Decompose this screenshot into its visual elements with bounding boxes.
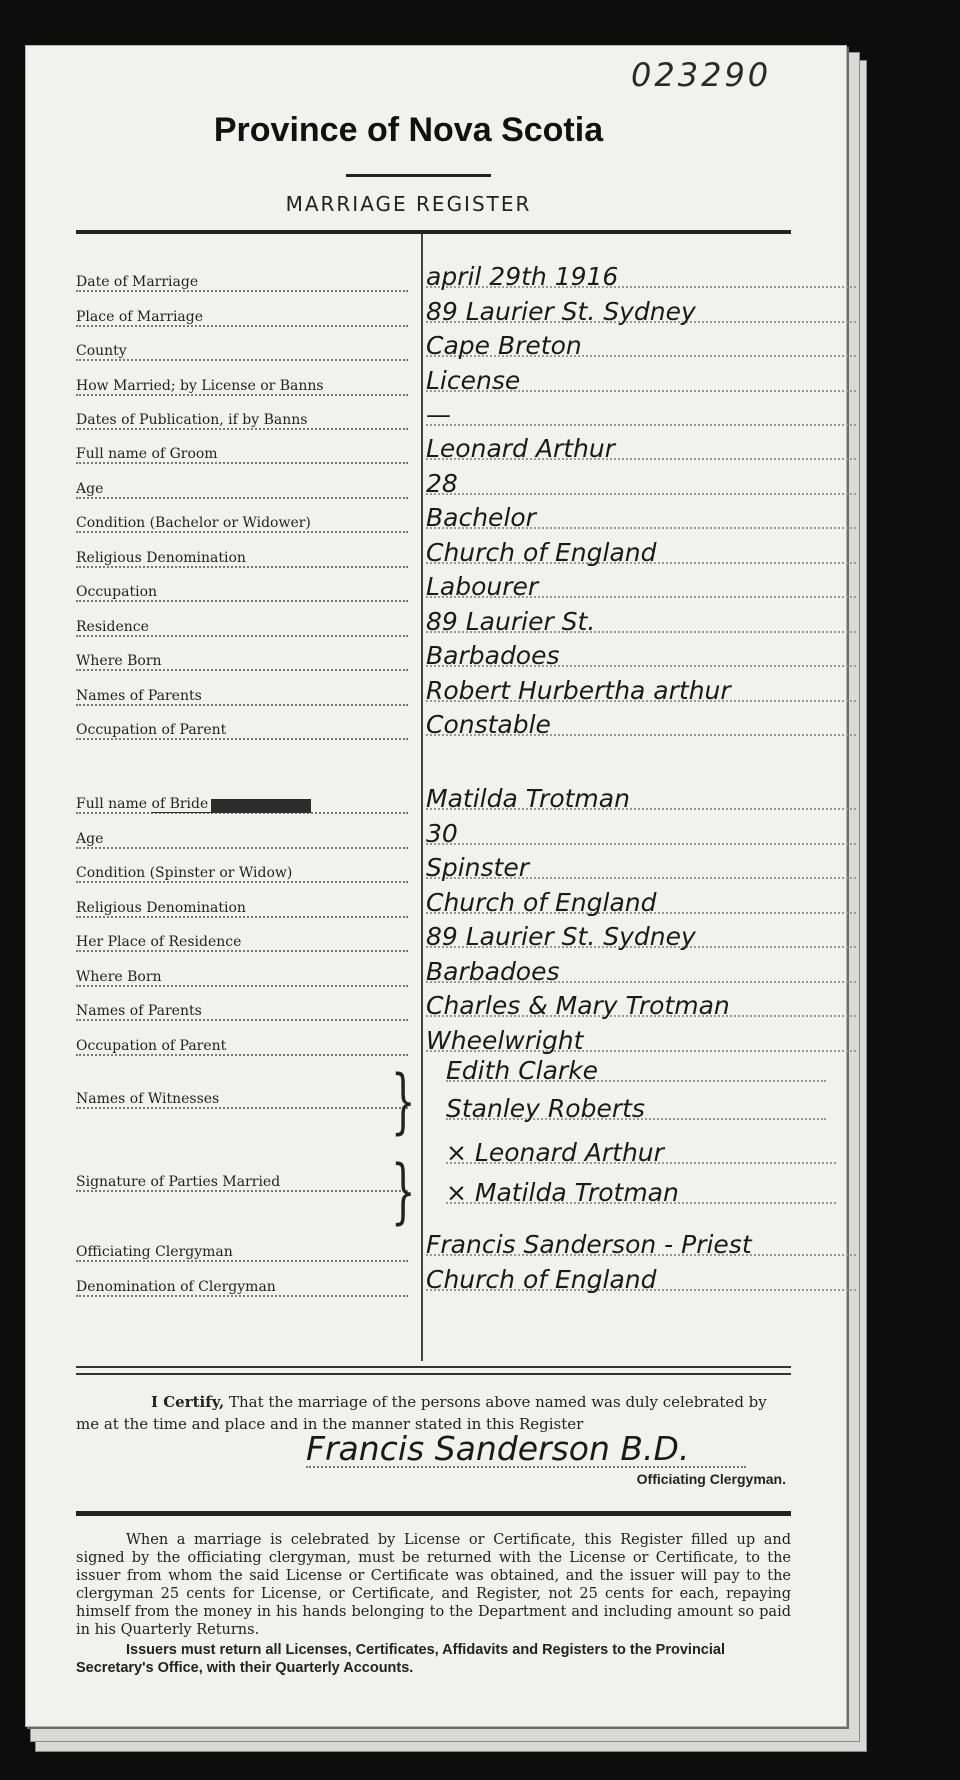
leader-dots: [76, 1190, 408, 1192]
signature-brace: }: [391, 1150, 416, 1232]
signature-label: Officiating Clergyman.: [636, 1471, 786, 1487]
marriage-4-value-field: [426, 400, 856, 430]
groom-7-value: Robert Hurbertha arthur: [426, 675, 731, 705]
groom-5-value-field: [426, 607, 856, 637]
groom-8-value: Constable: [426, 710, 551, 739]
marriage-3-value-field: [426, 366, 856, 396]
leader-dots: [76, 950, 408, 952]
clergy-signature: Francis Sanderson B.D.: [306, 1429, 690, 1468]
marriage-0-label: Date of Marriage: [76, 274, 201, 290]
groom-3-value-field: [426, 538, 856, 568]
clergy-0-value-field: [426, 1230, 856, 1260]
groom-2-label: Condition (Bachelor or Widower): [76, 515, 314, 531]
bride-2-label-row: [76, 865, 416, 889]
bride-3-label: Religious Denomination: [76, 900, 249, 916]
leader-dots: [76, 531, 408, 533]
witness-name: Stanley Roberts: [446, 1094, 645, 1123]
serial-number: 023290: [631, 56, 772, 94]
marriage-4-value: —: [426, 400, 451, 429]
bride-2-value-field: [426, 853, 856, 883]
bride-0-label: Full name of Bride: [76, 796, 211, 812]
witness-value-field: [446, 1056, 826, 1086]
party-signature-field: [446, 1138, 836, 1168]
column-divider: [421, 234, 423, 1361]
groom-1-label-row: [76, 481, 416, 505]
bride-4-label: Her Place of Residence: [76, 934, 244, 950]
leader-dots: [76, 600, 408, 602]
bride-3-label-row: [76, 900, 416, 924]
party-signature: × Leonard Arthur: [446, 1138, 664, 1167]
groom-3-value: Church of England: [426, 537, 657, 567]
bride-2-value: Spinster: [426, 853, 530, 882]
marriage-1-value: 89 Laurier St. Sydney: [426, 296, 696, 326]
bride-7-value: Wheelwright: [426, 1025, 584, 1055]
marriage-2-value: Cape Breton: [426, 331, 582, 360]
leader-dots: [76, 1260, 408, 1262]
witnesses-label: Names of Witnesses: [76, 1091, 222, 1107]
certify-lead: I Certify,: [151, 1393, 225, 1411]
entry-line: [426, 843, 856, 845]
leader-dots: [76, 462, 408, 464]
groom-4-value-field: [426, 572, 856, 602]
leader-dots: [76, 669, 408, 671]
groom-0-label-row: [76, 446, 416, 470]
marriage-3-value: License: [426, 365, 521, 395]
groom-4-label: Occupation: [76, 584, 160, 600]
clergy-0-label: Officiating Clergyman: [76, 1244, 236, 1260]
groom-1-value: 28: [426, 468, 458, 498]
groom-6-label: Where Born: [76, 653, 165, 669]
bride-5-value: Barbadoes: [426, 956, 560, 986]
bride-6-label: Names of Parents: [76, 1003, 205, 1019]
signatures-label-row: [76, 1174, 416, 1198]
witness-value-field: [446, 1094, 826, 1124]
marriage-1-label-row: [76, 309, 416, 333]
bride-4-value-field: [426, 922, 856, 952]
bride-2-label: Condition (Spinster or Widow): [76, 865, 295, 881]
bride-1-value: 30: [426, 818, 458, 848]
groom-2-label-row: [76, 515, 416, 539]
clergy-0-label-row: [76, 1244, 416, 1268]
groom-5-value: 89 Laurier St.: [426, 606, 596, 636]
groom-7-value-field: [426, 676, 856, 706]
clergy-1-value: Church of England: [426, 1264, 657, 1294]
groom-4-label-row: [76, 584, 416, 608]
signatures-label: Signature of Parties Married: [76, 1174, 283, 1190]
leader-dots: [76, 1107, 408, 1109]
groom-8-label-row: [76, 722, 416, 746]
bride-1-label-row: [76, 831, 416, 855]
marriage-2-label: County: [76, 343, 130, 359]
groom-4-value: Labourer: [426, 572, 539, 601]
groom-7-label-row: [76, 688, 416, 712]
bride-5-value-field: [426, 957, 856, 987]
bride-7-value-field: [426, 1026, 856, 1056]
header-rule: [76, 230, 791, 234]
groom-3-label: Religious Denomination: [76, 550, 249, 566]
leader-dots: [76, 881, 408, 883]
clergy-0-value: Francis Sanderson - Priest: [426, 1230, 752, 1259]
groom-3-label-row: [76, 550, 416, 574]
marriage-1-value-field: [426, 297, 856, 327]
bride-6-value: Charles & Mary Trotman: [426, 991, 730, 1020]
marriage-0-value-field: [426, 262, 856, 292]
groom-7-label: Names of Parents: [76, 688, 205, 704]
marriage-4-label-row: [76, 412, 416, 436]
entry-line: [426, 424, 856, 426]
bride-4-value: 89 Laurier St. Sydney: [426, 922, 696, 951]
register-subtitle: MARRIAGE REGISTER: [285, 192, 532, 216]
section-divider: [76, 1366, 791, 1375]
party-signature: × Matilda Trotman: [446, 1178, 679, 1207]
groom-6-label-row: [76, 653, 416, 677]
groom-0-label: Full name of Groom: [76, 446, 221, 462]
notice-bold-paragraph: Issuers must return all Licenses, Certificates, Affidavits and Registers to the Provincial Secretary's Office, with their Quarterly Accounts.: [76, 1642, 725, 1676]
signature-line: [306, 1466, 746, 1468]
register-page: [25, 45, 847, 1727]
marriage-2-label-row: [76, 343, 416, 367]
bride-1-label: Age: [76, 831, 106, 847]
entry-line: [426, 493, 856, 495]
marriage-2-value-field: [426, 331, 856, 361]
groom-2-value-field: [426, 503, 856, 533]
witness-brace: }: [391, 1060, 416, 1142]
certify-body: That the marriage of the persons above named was duly celebrated by me at the time and place and in the manner stated in this Register: [76, 1393, 767, 1433]
groom-2-value: Bachelor: [426, 503, 536, 532]
bride-3-value: Church of England: [426, 887, 657, 917]
party-signature-field: [446, 1178, 836, 1208]
leader-dots: [76, 497, 408, 499]
groom-1-label: Age: [76, 481, 106, 497]
groom-6-value-field: [426, 641, 856, 671]
notice-paragraph: When a marriage is celebrated by License or Certificate, this Register filled up and signed by the officiating clergyman, must be returned with the License or Certificate, to the issuer from whom the said License or Certificate was obtained, and the issuer will pay to the clergyman 25 cents for License, or Certificate, and Register, not 25 cents for each, repaying himself from the money in his hands belonging to the Department and including amount so paid in his Quarterly Returns.: [76, 1532, 791, 1638]
groom-1-value-field: [426, 469, 856, 499]
bride-7-label-row: [76, 1038, 416, 1062]
leader-dots: [76, 428, 408, 430]
bride-3-value-field: [426, 888, 856, 918]
leader-dots: [76, 738, 408, 740]
leader-dots: [76, 847, 408, 849]
groom-8-label: Occupation of Parent: [76, 722, 229, 738]
marriage-3-label: How Married; by License or Banns: [76, 378, 327, 394]
witnesses-label-row: [76, 1091, 416, 1115]
bride-0-value: Matilda Trotman: [426, 784, 630, 813]
marriage-0-label-row: [76, 274, 416, 298]
clergy-1-label: Denomination of Clergyman: [76, 1279, 279, 1295]
bride-5-label-row: [76, 969, 416, 993]
clergy-1-value-field: [426, 1265, 856, 1295]
marriage-0-value: april 29th 1916: [426, 262, 619, 291]
witness-name: Edith Clarke: [446, 1056, 599, 1085]
groom-8-value-field: [426, 710, 856, 740]
bride-7-label: Occupation of Parent: [76, 1038, 229, 1054]
bride-6-value-field: [426, 991, 856, 1021]
clergy-1-label-row: [76, 1279, 416, 1303]
bride-4-label-row: [76, 934, 416, 958]
marriage-3-label-row: [76, 378, 416, 402]
title-underline: [346, 174, 491, 177]
notice-rule: [76, 1511, 791, 1516]
marriage-1-label: Place of Marriage: [76, 309, 206, 325]
bride-0-value-field: [426, 784, 856, 814]
groom-5-label: Residence: [76, 619, 152, 635]
bride-6-label-row: [76, 1003, 416, 1027]
groom-5-label-row: [76, 619, 416, 643]
leader-dots: [76, 290, 408, 292]
leader-dots: [76, 359, 408, 361]
bride-1-value-field: [426, 819, 856, 849]
groom-6-value: Barbadoes: [426, 641, 560, 670]
groom-0-value: Leonard Arthur: [426, 434, 616, 463]
groom-0-value-field: [426, 434, 856, 464]
leader-dots: [76, 1019, 408, 1021]
marriage-4-label: Dates of Publication, if by Banns: [76, 412, 310, 428]
bride-5-label: Where Born: [76, 969, 165, 985]
page-title: Province of Nova Scotia: [213, 111, 604, 149]
